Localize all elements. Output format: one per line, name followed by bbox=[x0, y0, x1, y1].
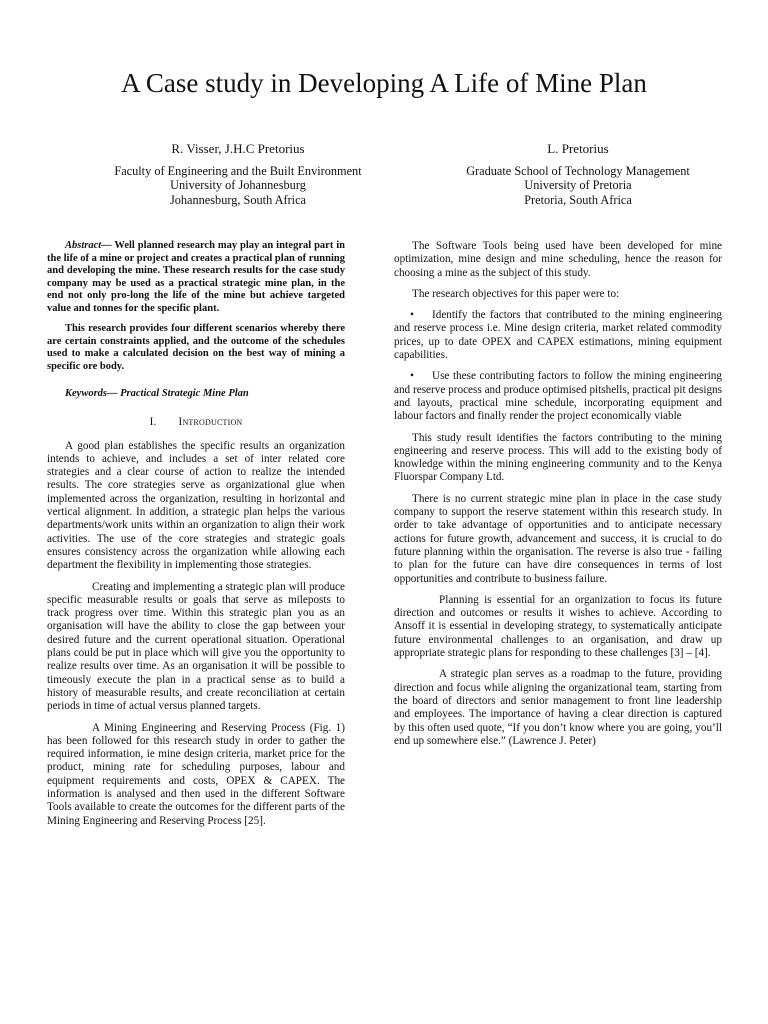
bullet-text: Identify the factors that contributed to the mining engineering and reserve process i.e. Mine design criteria, market related commodity prices, up to date OPEX and CAPEX estimations, mining equipment capabilities. bbox=[394, 309, 722, 362]
bullet-icon: • bbox=[410, 370, 414, 383]
section-heading bbox=[47, 416, 345, 429]
author-affiliation-line: Johannesburg, South Africa bbox=[169, 192, 307, 207]
author-block-2 bbox=[388, 142, 768, 207]
keywords bbox=[47, 387, 345, 400]
right-column bbox=[394, 240, 722, 756]
abstract-label: Abstract— bbox=[65, 240, 112, 251]
paper-title: A Case study in Developing A Life of Mine Plan bbox=[121, 68, 647, 98]
bullet-text: Use these contributing factors to follow the mining engineering and reserve process and produce optimised pitshells, practical pit designs and layouts, practical mine schedule, incorporating equipment and labour factors and finally render the project economically viable bbox=[394, 370, 722, 423]
abstract-paragraph-2: This research provides four different scenarios whereby there are certain constraints applied, and the outcome of the schedules used to make a calculated decision on the best way of mining a specific ore body. bbox=[47, 323, 345, 372]
body-paragraph: Creating and implementing a strategic plan will produce specific measurable results or goals that serve as mileposts to track progress over time. Within this strategic plan you as an organisation will have the ability to close the gap between your desired future and the current operational situation. Operational plans could be put in place which will give you the opportunity to realize results over time. As an organisation it will be possible to timeously execute the plan in a practical sense as to build a history of measurable results, and create reconciliation at certain periods in time of actual versus planned targets. bbox=[47, 580, 345, 713]
author-affiliation-line: University of Johannesburg bbox=[170, 178, 306, 192]
body-paragraph: A good plan establishes the specific results an organization intends to achieve, and includes a set of inter related core strategies and a clear course of action to realize the intended results. The core strategies serve as organizational glue when implemented across the organization, resulting in horizontal and vertical alignment. In addition, a strategic plan helps the various departments/work units within an organization to align their work activities. The use of the core strategies and strategic goals ensures consistency across the organization while allowing each department the flexibility in implementing those strategies. bbox=[47, 439, 345, 572]
body-paragraph: The Software Tools being used have been developed for mine optimization, mine design and mine scheduling, hence the reason for choosing a mine as the subject of this study. bbox=[394, 240, 722, 279]
bullet-item bbox=[394, 309, 722, 362]
body-paragraph: A strategic plan serves as a roadmap to the future, providing direction and focus while aligning the organizational team, starting from the board of directors and senior management to front line leadership and employees. The importance of having a clear direction is captured by this often used quote, “If you don’t know where you are going, you’ll end up somewhere else.” (Lawrence J. Peter) bbox=[394, 668, 722, 747]
keywords-text: Practical Strategic Mine Plan bbox=[120, 388, 249, 399]
bullet-item bbox=[394, 370, 722, 423]
abstract-text: Well planned research may play an integral part in the life of a mine or project and creates a practical plan of running and developing the mine. These research results for the case study company may be used as a practical strategic mine plan, in the end not only pro-long the life of the mine but achieve targeted value and tonnes for the specific plant. bbox=[47, 240, 345, 314]
author-affiliation-line: University of Pretoria bbox=[524, 178, 632, 192]
author-affiliation-line: Pretoria, South Africa bbox=[524, 192, 632, 207]
author-block-1 bbox=[48, 142, 428, 207]
left-column bbox=[47, 240, 345, 836]
keywords-label: Keywords— bbox=[65, 388, 118, 399]
body-paragraph: This study result identifies the factors contributing to the mining engineering and reserve process. This will add to the existing body of knowledge within the mining engineering community and to the Kenya Fluorspar Company Ltd. bbox=[394, 431, 722, 484]
body-paragraph: Planning is essential for an organization to focus its future direction and outcomes or results it wishes to achieve. According to Ansoff it is essential in developing strategy, to systematically anticipate future environmental challenges to an organisation, and draw up appropriate strategic plans for responding to these challenges [3] – [4]. bbox=[394, 593, 722, 660]
bullet-icon: • bbox=[410, 309, 414, 322]
author-names: R. Visser, J.H.C Pretorius bbox=[171, 141, 305, 156]
body-paragraph: There is no current strategic mine plan in place in the case study company to support the reserve statement within this research study. In order to take advantage of opportunities and to anticipate necessary actions for future growth, advancement and success, it is crucial to do future planning within the organisation. The reverse is also true - failing to plan for the future can have dire consequences in terms of lost opportunities and contribute to business failure. bbox=[394, 492, 722, 585]
abstract-paragraph bbox=[47, 240, 345, 315]
section-number: I. bbox=[149, 416, 157, 429]
author-affiliation-line: Graduate School of Technology Management bbox=[466, 163, 690, 178]
body-paragraph: A Mining Engineering and Reserving Process (Fig. 1) has been followed for this research study in order to gather the required information, ie mine design criteria, market price for the product, mining rate for scheduling purposes, labour and equipment requirements and costs, OPEX & CAPEX. The information is analysed and then used in the different Software Tools available to create the outcomes for the different parts of the Mining Engineering and Reserving Process [25]. bbox=[47, 721, 345, 827]
author-names: L. Pretorius bbox=[547, 141, 609, 156]
body-paragraph: The research objectives for this paper were to: bbox=[412, 287, 620, 300]
author-affiliation-line: Faculty of Engineering and the Built Environment bbox=[114, 163, 362, 178]
section-title: Introduction bbox=[178, 416, 243, 429]
